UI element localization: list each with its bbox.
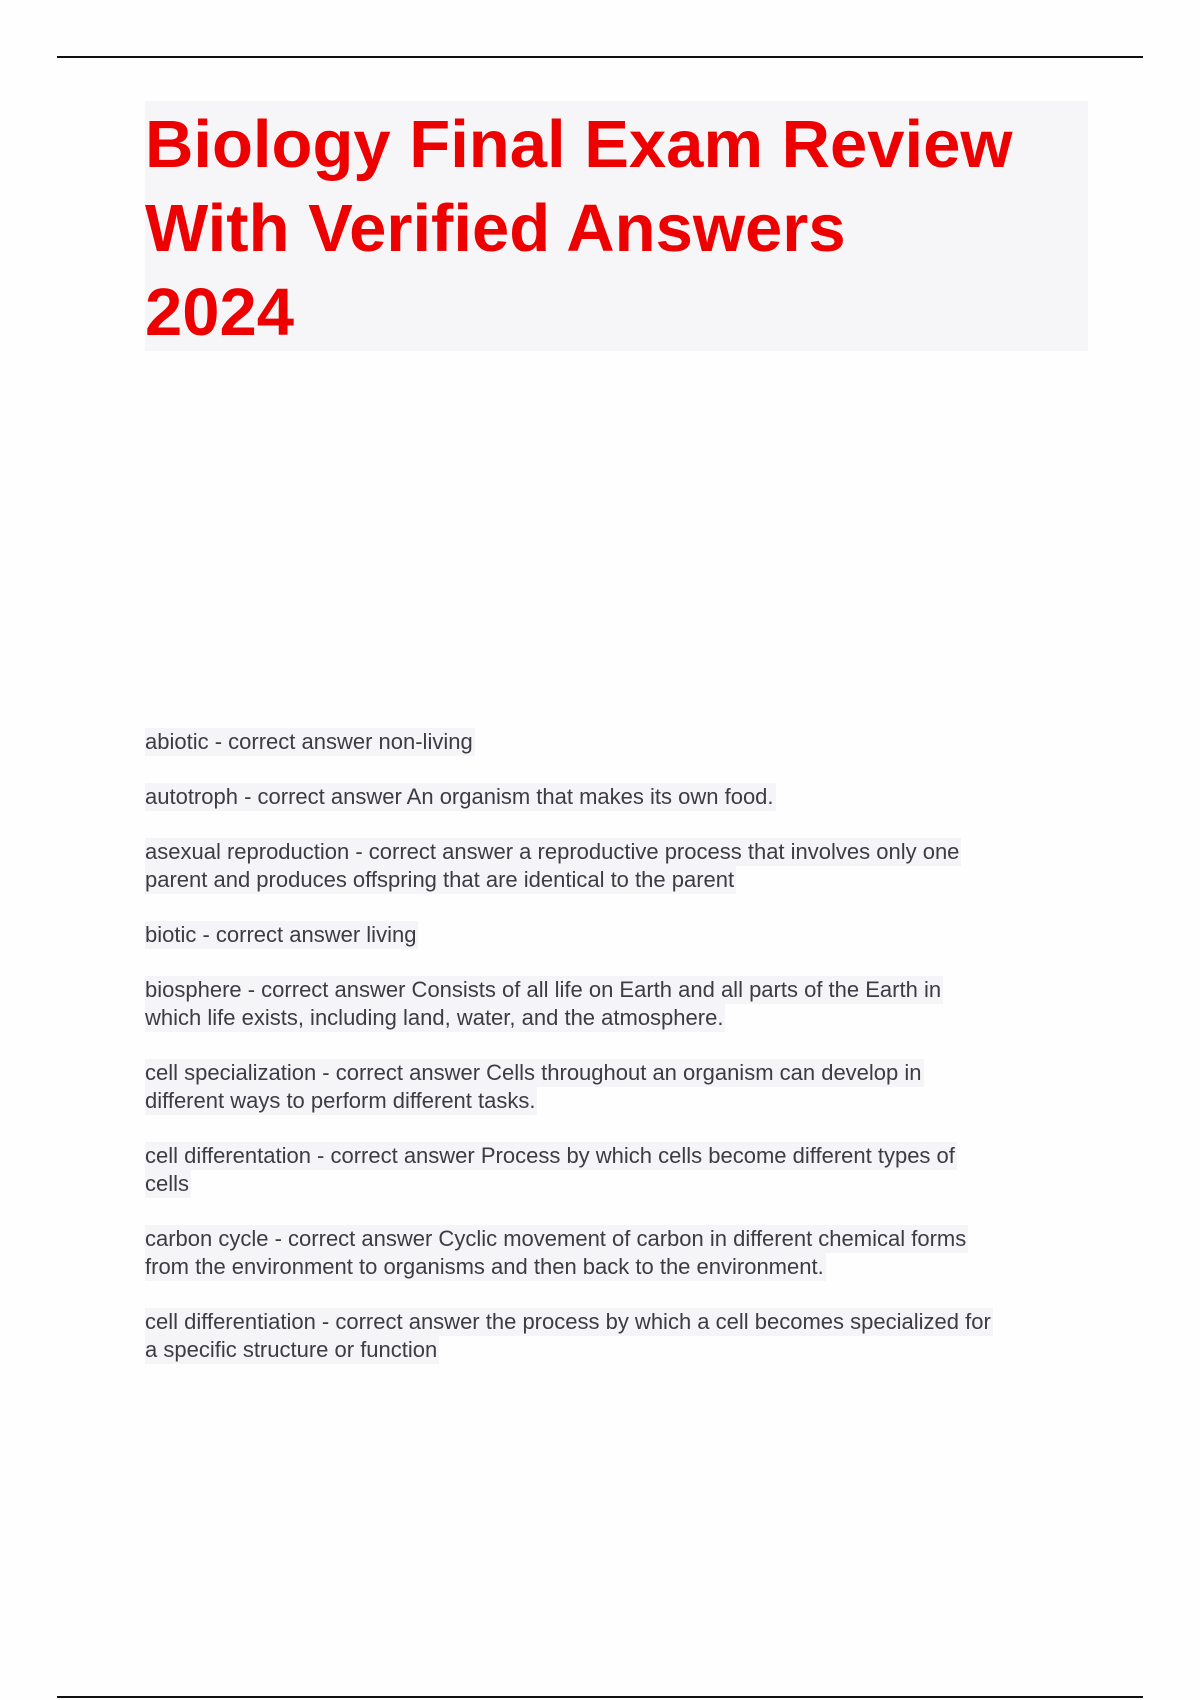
glossary-entry-biosphere: [145, 976, 1085, 1032]
entry-text: which life exists, including land, water, and the atmosphere.: [145, 1005, 724, 1030]
title-line-3: 2024: [145, 275, 295, 350]
glossary-entry-biotic: [145, 921, 1085, 949]
glossary-entry-asexual-reproduction: [145, 838, 1085, 894]
entry-text: biotic - correct answer living: [145, 922, 417, 947]
glossary-entry-carbon-cycle: [145, 1225, 1085, 1281]
glossary-list: [145, 728, 1085, 1391]
entry-text: cell differentiation - correct answer the process by which a cell becomes specialized for: [145, 1309, 991, 1334]
entry-text: parent and produces offspring that are identical to the parent: [145, 867, 735, 892]
glossary-entry-cell-specialization: [145, 1059, 1085, 1115]
entry-text: carbon cycle - correct answer Cyclic movement of carbon in different chemical forms: [145, 1226, 967, 1251]
entry-text: a specific structure or function: [145, 1337, 438, 1362]
glossary-entry-cell-differentation: [145, 1142, 1085, 1198]
entry-text: abiotic - correct answer non-living: [145, 729, 473, 754]
title-line-1: Biology Final Exam Review: [145, 107, 1013, 182]
glossary-entry-autotroph: [145, 783, 1085, 811]
entry-text: cells: [145, 1171, 190, 1196]
entry-text: biosphere - correct answer Consists of all life on Earth and all parts of the Earth in: [145, 977, 942, 1002]
entry-text: different ways to perform different tasks.: [145, 1088, 536, 1113]
footer-rule: [57, 1696, 1143, 1698]
entry-text: cell differentation - correct answer Process by which cells become different types of: [145, 1143, 955, 1168]
entry-text: from the environment to organisms and then back to the environment.: [145, 1254, 824, 1279]
glossary-entry-cell-differentiation: [145, 1308, 1085, 1364]
entry-text: asexual reproduction - correct answer a reproductive process that involves only one: [145, 839, 960, 864]
glossary-entry-abiotic: [145, 728, 1085, 756]
header-rule: [57, 56, 1143, 58]
title-line-2: With Verified Answers: [145, 191, 846, 266]
entry-text: cell specialization - correct answer Cells throughout an organism can develop in: [145, 1060, 922, 1085]
entry-text: autotroph - correct answer An organism that makes its own food.: [145, 784, 774, 809]
document-title: [145, 101, 1088, 351]
